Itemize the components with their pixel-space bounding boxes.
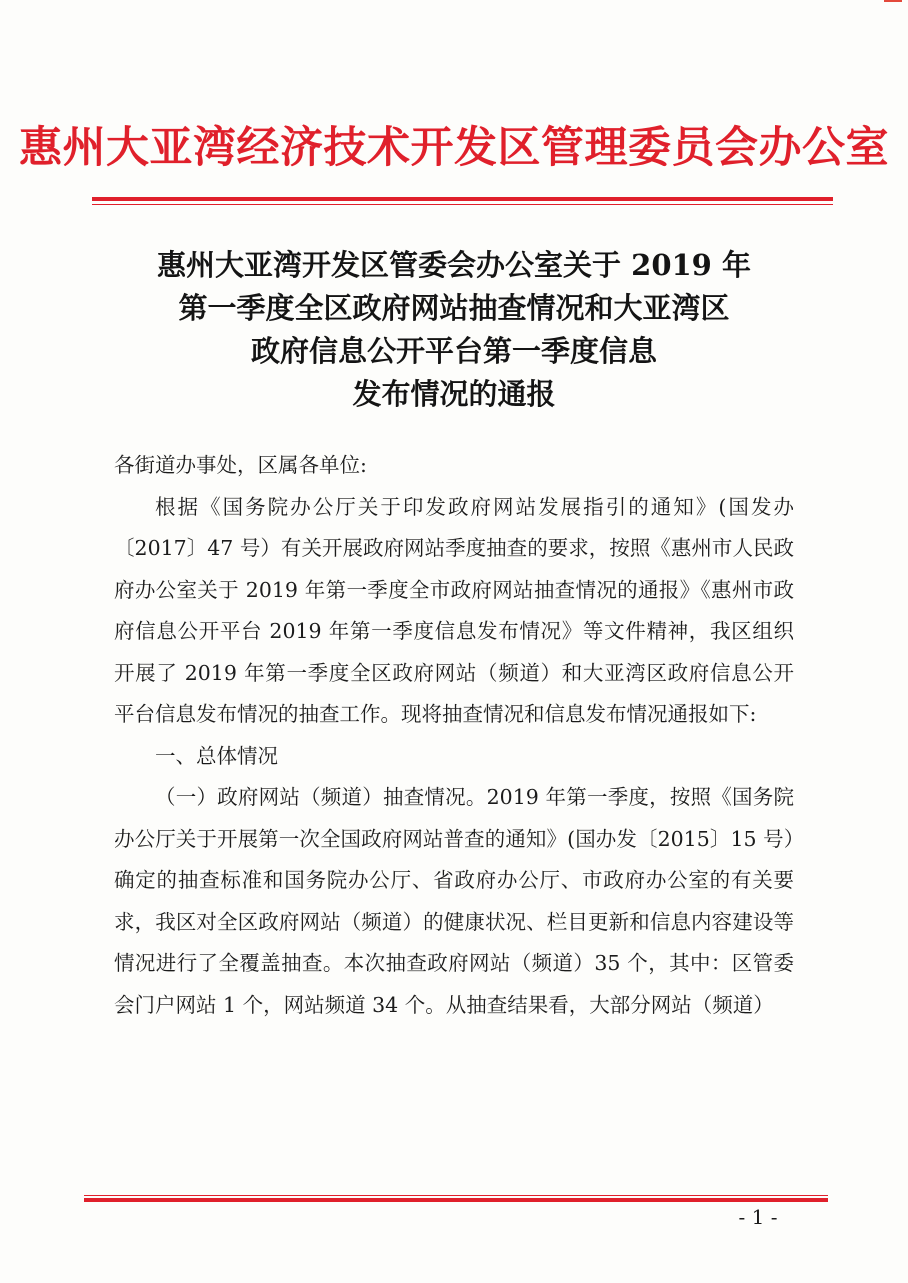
title-line: 发布情况的通报: [352, 377, 556, 411]
letterhead-rule-thick: [92, 197, 833, 201]
body-paragraph: 根据《国务院办公厅关于印发政府网站发展指引的通知》(国发办〔2017〕47 号）有关开展政府网站季度抽查的要求，按照《惠州市人民政府办公室关于 2019 年第一季度全市政府网站抽查情况的通报》《惠州市政府信息公开平台 2019 年第一季度信息发布情况》等文件精神，我区组织开展了 2019 年第一季度全区政府网站（频道）和大亚湾区政府信息公开平台信息发布情况的抽查工作。现将抽查情况和信息发布情况通报如下:: [114, 494, 794, 726]
footer-rule-thick: [84, 1198, 828, 1202]
title-line: 惠州大亚湾开发区管委会办公室关于 2019 年: [157, 248, 751, 282]
body-paragraph: （一）政府网站（频道）抽查情况。2019 年第一季度，按照《国务院办公厅关于开展第一次全国政府网站普查的通知》(国办发〔2015〕15 号）确定的抽查标准和国务院办公厅、省政府办公厅、市政府办公室的有关要求，我区对全区政府网站（频道）的健康状况、栏目更新和信息内容建设等情况进行了全覆盖抽查。本次抽查政府网站（频道）35 个，其中：区管委会门户网站 1 个，网站频道 34 个。从抽查结果看，大部分网站（频道）: [114, 785, 794, 1017]
section-heading: 一、总体情况: [155, 743, 278, 768]
letterhead-rule-thin: [92, 204, 833, 205]
letterhead-title: 惠州大亚湾经济技术开发区管理委员会办公室: [19, 123, 889, 173]
salutation: 各街道办事处，区属各单位:: [114, 453, 367, 477]
document-title: [0, 244, 908, 416]
title-line: 第一季度全区政府网站抽查情况和大亚湾区: [178, 291, 730, 325]
page-number: - 1 -: [738, 1205, 778, 1229]
corner-mark: [884, 0, 902, 2]
document-body: [114, 445, 794, 1026]
footer-rule-thin: [84, 1195, 828, 1196]
title-line: 政府信息公开平台第一季度信息: [250, 334, 657, 368]
